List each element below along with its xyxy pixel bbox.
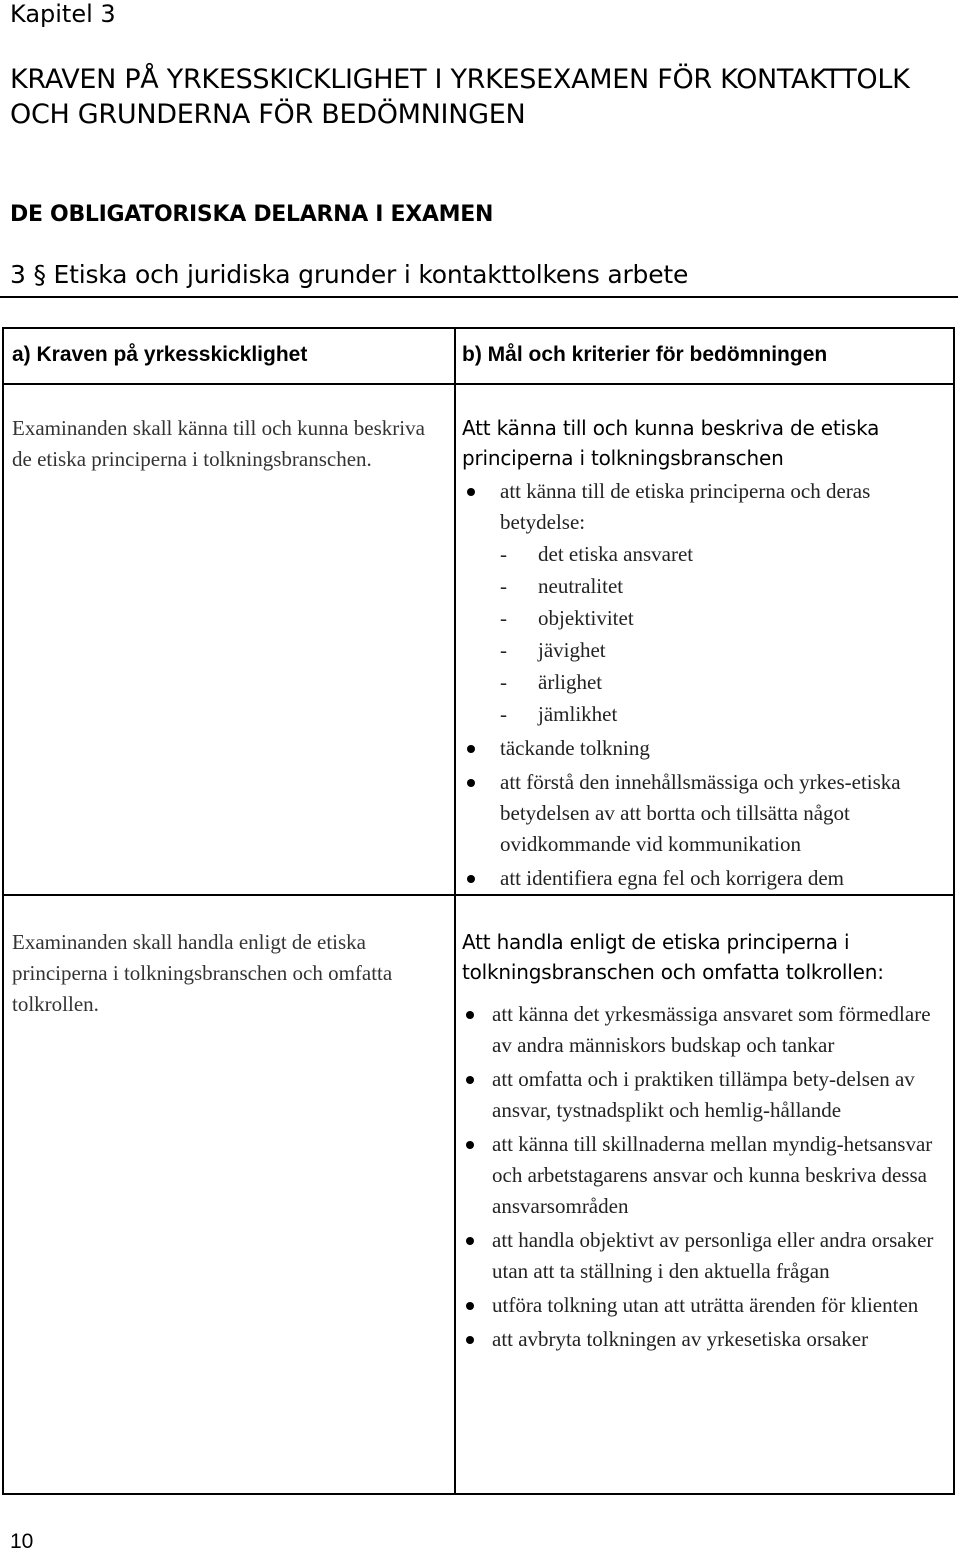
list-item: att känna det yrkesmässiga ansvaret som förmedlare av andra människors budskap och tankar	[462, 999, 952, 1061]
dash-mark: -	[500, 542, 507, 566]
dash-mark: -	[500, 702, 507, 726]
criteria-heading-1: Att känna till och kunna beskriva de etiska principerna i tolkningsbranschen	[462, 416, 880, 470]
dash-mark: -	[500, 574, 507, 598]
column-header-requirements: a) Kraven på yrkesskicklighet	[12, 343, 308, 366]
subsection-title: 3 § Etiska och juridiska grunder i kontakttolkens arbete	[10, 260, 689, 289]
sub-item: - ärlighet	[500, 666, 952, 698]
section-title: DE OBLIGATORISKA DELARNA I EXAMEN	[10, 202, 494, 227]
list-item: utföra tolkning utan att uträtta ärenden för klienten	[462, 1290, 952, 1321]
criteria-table	[2, 327, 955, 1495]
header-rule	[0, 296, 958, 298]
row-divider-right	[456, 894, 953, 896]
list-item: att känna till skillnaderna mellan myndig-hetsansvar och arbetstagarens ansvar och kunna beskriva dessa ansvarsområden	[462, 1129, 952, 1222]
list-item: att identifiera egna fel och korrigera dem	[462, 863, 952, 894]
sub-item: - jämlikhet	[500, 698, 952, 730]
sub-item: - neutralitet	[500, 570, 952, 602]
header-divider	[4, 383, 953, 385]
requirement-2: Examinanden skall handla enligt de etiska principerna i tolkningsbranschen och omfatta tolkrollen.	[12, 930, 393, 1016]
page-number: 10	[10, 1530, 34, 1553]
column-divider	[454, 329, 456, 1493]
criteria-heading-2: Att handla enligt de etiska principerna i tolkningsbranschen och omfatta tolkrollen:	[462, 930, 884, 984]
list-item: att avbryta tolkningen av yrkesetiska orsaker	[462, 1324, 952, 1355]
list-item: täckande tolkning	[462, 733, 952, 764]
list-item: att omfatta och i praktiken tillämpa bety-delsen av ansvar, tystnadsplikt och hemlig-hållande	[462, 1064, 952, 1126]
requirement-1: Examinanden skall känna till och kunna beskriva de etiska principerna i tolkningsbranschen.	[12, 416, 425, 471]
list-item: att förstå den innehållsmässiga och yrkes-etiska betydelsen av att bortta och tillsätta något ovidkommande vid kommunikation	[462, 767, 952, 860]
list-item	[462, 476, 952, 538]
chapter-label: Kapitel 3	[10, 0, 116, 28]
list-item: att handla objektivt av personliga eller andra orsaker utan att ta ställning i den aktuella frågan	[462, 1225, 952, 1287]
sub-item: - jävighet	[500, 634, 952, 666]
criteria-1	[462, 413, 952, 894]
criteria-2	[462, 927, 952, 1355]
page-title: KRAVEN PÅ YRKESSKICKLIGHET I YRKESEXAMEN FÖR KONTAKTTOLK OCH GRUNDERNA FÖR BEDÖMNINGEN	[10, 64, 910, 130]
sub-item: - det etiska ansvaret	[500, 538, 952, 570]
dash-mark: -	[500, 606, 507, 630]
sub-item: - objektivitet	[500, 602, 952, 634]
dash-mark: -	[500, 638, 507, 662]
dash-mark: -	[500, 670, 507, 694]
row-divider-left	[4, 894, 454, 896]
column-header-criteria: b) Mål och kriterier för bedömningen	[462, 343, 828, 366]
list-item-text: att känna till de etiska principerna och deras betydelse:	[500, 479, 871, 534]
